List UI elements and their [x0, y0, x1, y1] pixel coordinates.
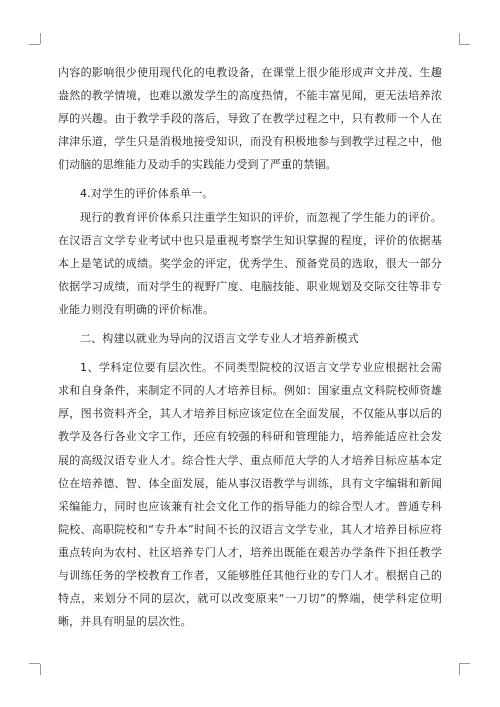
crop-mark-bottom-right — [459, 664, 460, 675]
paragraph-heading-evaluation: 4.对学生的评价体系单一。 — [80, 187, 214, 201]
paragraph-teaching-methods: 内容的影响很少使用现代化的电教设备，在课堂上很少能形成声文并茂、生趣盎然的教学情境，也难以激发学生的高度热情，不能丰富见闻，更无法培养浓厚的兴趣。由于教学手段的落后，导致了在教学过程之中，只有教师一个人在津津乐道，学生只是消极地接受知识，而没有积极地参与到教学过程之中，他们动脑的思维能力及动手的实践能力受到了严重的禁锢。 — [58, 66, 442, 172]
crop-mark-top-right — [459, 44, 470, 45]
crop-mark-bottom-left — [29, 663, 40, 664]
crop-mark-top-left — [40, 33, 41, 44]
section-heading-new-model: 二、构建以就业为导向的汉语言文学专业人才培养新模式 — [80, 332, 359, 346]
crop-mark-bottom-left — [40, 664, 41, 675]
paragraph-discipline-positioning: 1、学科定位要有层次性。不同类型院校的汉语言文学专业应根据社会需求和自身条件，来制定不同的人才培养目标。例如：国家重点文科院校师资雄厚，图书资料齐全，其人才培养目标应该定位在全面发展，不仅能从事以后的教学及各行各业文字工作，还应有较强的科研和管理能力，培养能适应社会发展的高级汉语专业人才。综合性大学、重点师范大学的人才培养目标应基本定位在培养德、智、体全面发展，能从事汉语教学与训练，具有文字编辑和新闻采编能力，同时也应该兼有社会文化工作的指导能力的综合型人才。普通专科院校、高职院校和“专升本”时间不长的汉语言文学专业，其人才培养目标应将重点转向为农村、社区培养专门人才，培养出既能在艰苦办学条件下担任教学与训练任务的学校教育工作者，又能够胜任其他行业的专门人才。根据自己的特点，来划分不同的层次，就可以改变原来“一刀切”的弊端，使学科定位明晰，并具有明显的层次性。 — [58, 361, 442, 629]
crop-mark-bottom-right — [459, 663, 470, 664]
paragraph-evaluation-system: 现行的教育评价体系只注重学生知识的评价，而忽视了学生能力的评价。在汉语言文学专业考试中也只是重视考察学生知识掌握的程度，评价的依据基本上是笔试的成绩。奖学金的评定，优秀学生、预备党员的选取，很大一部分依据学习成绩，而对学生的视野广度、电脑技能、职业规划及交际交往等非专业能力则没有明确的评价标准。 — [58, 210, 442, 316]
document-body — [58, 61, 442, 633]
crop-mark-top-left — [29, 44, 40, 45]
crop-mark-top-right — [459, 33, 460, 44]
